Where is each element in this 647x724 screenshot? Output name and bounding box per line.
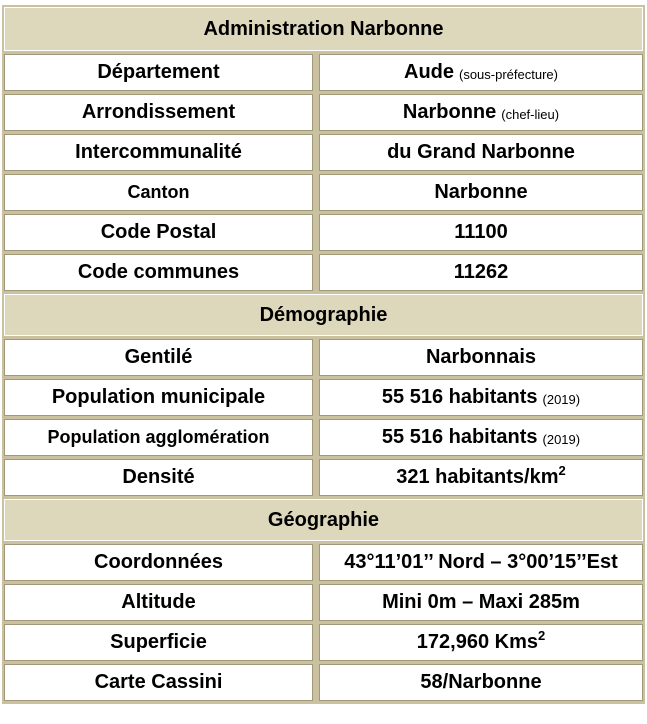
row-label: Population agglomération [4, 419, 313, 456]
section-header-demographie: Démographie [4, 294, 643, 336]
table-row [4, 459, 643, 496]
row-value: Narbonne [319, 174, 643, 211]
row-value [319, 379, 643, 416]
value-text: 55 516 habitants [381, 426, 538, 448]
row-label: Canton [4, 174, 313, 211]
value-text: 321 habitants/km [396, 466, 559, 488]
table-row [4, 544, 643, 581]
section-header-administration: Administration Narbonne [4, 7, 643, 51]
row-label: Superficie [4, 624, 313, 661]
table-row [4, 664, 643, 701]
value-text: 172,960 Kms [416, 631, 538, 653]
table-row [4, 584, 643, 621]
row-value [319, 624, 643, 661]
value-superscript: 2 [558, 463, 566, 478]
value-note: (chef-lieu) [501, 107, 560, 122]
value-note: (2019) [542, 392, 581, 407]
table-row [4, 254, 643, 291]
row-value: 11262 [319, 254, 643, 291]
row-value [319, 419, 643, 456]
value-note: (2019) [542, 432, 581, 447]
row-value [319, 459, 643, 496]
row-value: Narbonnais [319, 339, 643, 376]
row-label: Code Postal [4, 214, 313, 251]
value-superscript: 2 [537, 628, 546, 643]
row-label: Gentilé [4, 339, 313, 376]
row-label: Code communes [4, 254, 313, 291]
value-text: 55 516 habitants [381, 386, 538, 408]
row-value: du Grand Narbonne [319, 134, 643, 171]
row-value: 43°11’01’’ Nord – 3°00’15’’Est [319, 544, 643, 581]
info-table [2, 5, 645, 704]
row-value: Mini 0m – Maxi 285m [319, 584, 643, 621]
value-text: Aude [404, 61, 454, 83]
table-row [4, 54, 643, 91]
table-row [4, 419, 643, 456]
value-text: Narbonne [402, 101, 497, 123]
table-row [4, 339, 643, 376]
row-value: 58/Narbonne [319, 664, 643, 701]
row-value: 11100 [319, 214, 643, 251]
row-label: Arrondissement [4, 94, 313, 131]
table-row [4, 214, 643, 251]
table-row [4, 624, 643, 661]
table-bottom-edge [2, 701, 645, 704]
value-note: (sous-préfecture) [459, 67, 558, 82]
row-label: Densité [4, 459, 313, 496]
row-value [319, 54, 643, 91]
section-header-geographie: Géographie [4, 499, 643, 541]
table-row [4, 379, 643, 416]
row-label: Altitude [4, 584, 313, 621]
row-value [319, 94, 643, 131]
row-label: Population municipale [4, 379, 313, 416]
row-label: Coordonnées [4, 544, 313, 581]
table-row [4, 174, 643, 211]
table-row [4, 134, 643, 171]
table-row [4, 94, 643, 131]
row-label: Carte Cassini [4, 664, 313, 701]
row-label: Département [4, 54, 313, 91]
row-label: Intercommunalité [4, 134, 313, 171]
